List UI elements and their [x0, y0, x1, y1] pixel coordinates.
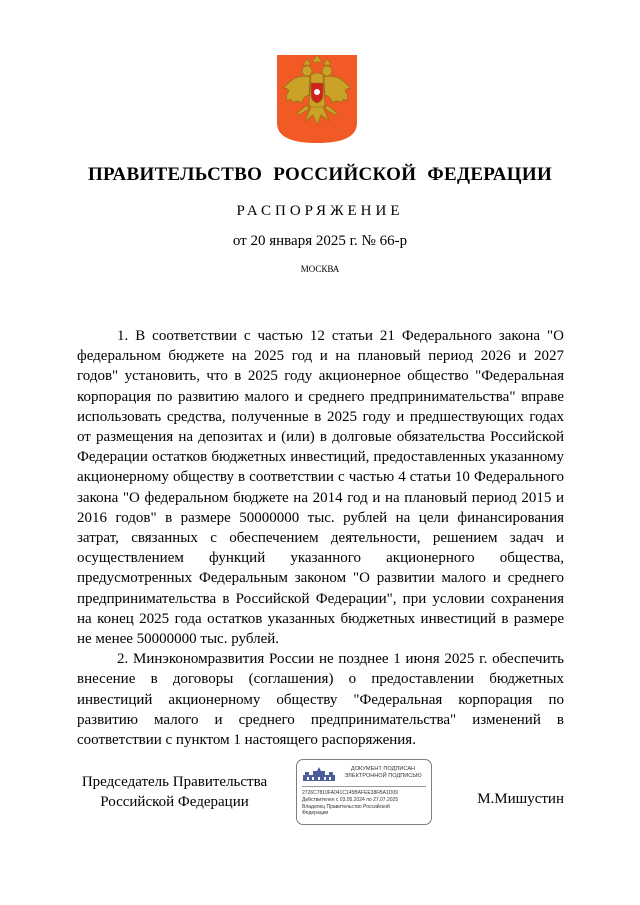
- signatory-name: М.Мишустин: [477, 791, 564, 807]
- stamp-heading: [339, 766, 427, 780]
- signatory-position-line-1: Председатель Правительства: [81, 774, 268, 790]
- document-city: МОСКВА: [300, 264, 340, 274]
- russian-coat-of-arms-icon: [277, 55, 357, 143]
- signatory-position: [77, 772, 272, 812]
- coat-of-arms-emblem: [277, 55, 357, 143]
- stamp-heading-line-2: ЭЛЕКТРОННОЙ ПОДПИСЬЮ: [344, 773, 422, 779]
- stamp-owner-line-1: Владелец Правительство Российской: [302, 803, 390, 810]
- signatory-position-line-2: Российской Федерации: [100, 794, 249, 810]
- stamp-divider: [302, 786, 426, 787]
- document-date-number: от 20 января 2025 г. № 66-р: [232, 233, 408, 249]
- stamp-owner-line-2: Федерации: [302, 810, 329, 817]
- electronic-signature-stamp: [296, 759, 432, 825]
- kremlin-building-icon: [303, 767, 335, 781]
- stamp-details: [302, 790, 428, 817]
- paragraph-1: 1. В соответствии с частью 12 статьи 21 Федерального закона "О федеральном бюджете на 2025 год и на плановый период 2026 и 2027 годов" установить, что в 2025 году акционерное общество "Федеральная корпорация по развитию малого и среднего предпринимательства" вправе использовать средства, полученные в 2025 году и предшествующих годах от размещения на депозитах и (или) в долговые обязательства Российской Федерации остатков бюджетных инвестиций, предоставленных указанному акционерному обществу в соответствии с частью 4 статьи 10 Федерального закона "О федеральном бюджете на 2014 год и на плановый период 2015 и 2016 годов" в размере 50000000 тыс. рублей на цели финансирования затрат, связанных с обеспечением деятельности, решением задач и осуществлением функций указанного акционерного общества, предусмотренных Федеральным законом "О развитии малого и среднего предпринимательства в Российской Федерации", при условии сохранения на конец 2025 года остатков указанных бюджетных инвестиций в размере не менее 50000000 тыс. рублей.: [77, 328, 564, 648]
- document-body: [77, 326, 564, 750]
- government-title: ПРАВИТЕЛЬСТВО РОССИЙСКОЙ ФЕДЕРАЦИИ: [87, 164, 553, 185]
- stamp-validity: Действителен с 03.05.2024 по 27.07.2025: [302, 796, 399, 803]
- paragraph-2: 2. Минэкономразвития России не позднее 1 июня 2025 г. обеспечить внесение в договоры (соглашения) о предоставлении бюджетных инвестиций акционерному обществу "Федеральная корпорация по развитию малого и среднего предпринимательства" изменений в соответствии с пунктом 1 настоящего распоряжения.: [77, 651, 564, 749]
- stamp-heading-line-1: ДОКУМЕНТ ПОДПИСАН: [350, 766, 416, 772]
- stamp-certificate: 2726C7810FA041C145BAFEE38FBA1D09: [302, 790, 398, 796]
- document-type: РАСПОРЯЖЕНИЕ: [236, 203, 404, 219]
